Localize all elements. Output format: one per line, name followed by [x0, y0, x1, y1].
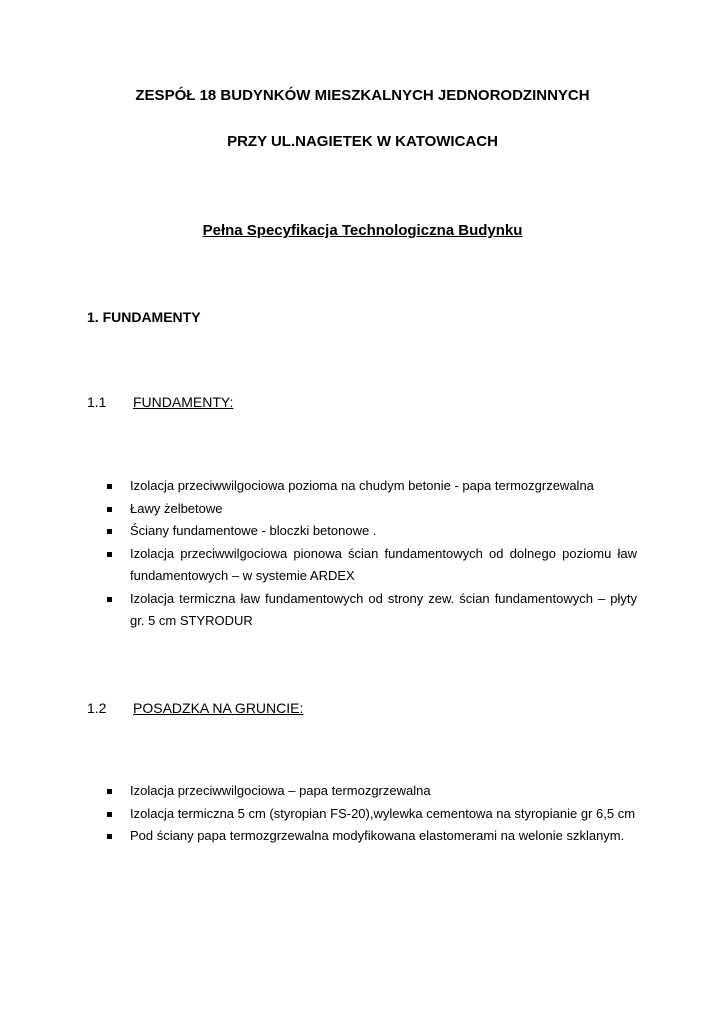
- list-item: Ściany fundamentowe - bloczki betonowe .: [104, 520, 637, 543]
- bullet-list-posadzka: [104, 780, 637, 848]
- bullet-square-icon: [107, 484, 112, 489]
- bullet-square-icon: [107, 834, 112, 839]
- section-heading-fundamenty: 1. FUNDAMENTY: [87, 309, 201, 325]
- subsection-number: 1.2: [87, 700, 107, 716]
- subsection-heading-1-2: [87, 700, 303, 716]
- bullet-square-icon: [107, 597, 112, 602]
- subsection-heading-1-1: [87, 394, 233, 410]
- document-title-line-2: PRZY UL.NAGIETEK W KATOWICACH: [227, 133, 498, 150]
- bullet-list-fundamenty: [104, 475, 637, 633]
- list-item: Izolacja przeciwwilgociowa – papa termozgrzewalna: [104, 780, 637, 803]
- bullet-square-icon: [107, 529, 112, 534]
- document-subtitle: Pełna Specyfikacja Technologiczna Budynku: [202, 222, 523, 239]
- list-item: Ławy żelbetowe: [104, 498, 637, 521]
- subsection-name: POSADZKA NA GRUNCIE:: [133, 700, 304, 716]
- subsection-name: FUNDAMENTY:: [133, 394, 234, 410]
- list-item: Izolacja przeciwwilgociowa pozioma na chudym betonie - papa termozgrzewalna: [104, 475, 637, 498]
- document-title-line-1: ZESPÓŁ 18 BUDYNKÓW MIESZKALNYCH JEDNORODZINNYCH: [135, 87, 590, 104]
- list-item: Izolacja przeciwwilgociowa pionowa ścian fundamentowych od dolnego poziomu ław fundamentowych – w systemie ARDEX: [104, 543, 637, 588]
- list-item: Pod ściany papa termozgrzewalna modyfikowana elastomerami na welonie szklanym.: [104, 825, 637, 848]
- subsection-number: 1.1: [87, 394, 107, 410]
- bullet-square-icon: [107, 507, 112, 512]
- bullet-square-icon: [107, 789, 112, 794]
- list-item: Izolacja termiczna ław fundamentowych od strony zew. ścian fundamentowych – płyty gr. 5 cm STYRODUR: [104, 588, 637, 633]
- bullet-square-icon: [107, 552, 112, 557]
- bullet-square-icon: [107, 812, 112, 817]
- list-item: Izolacja termiczna 5 cm (styropian FS-20),wylewka cementowa na styropianie gr 6,5 cm: [104, 803, 637, 826]
